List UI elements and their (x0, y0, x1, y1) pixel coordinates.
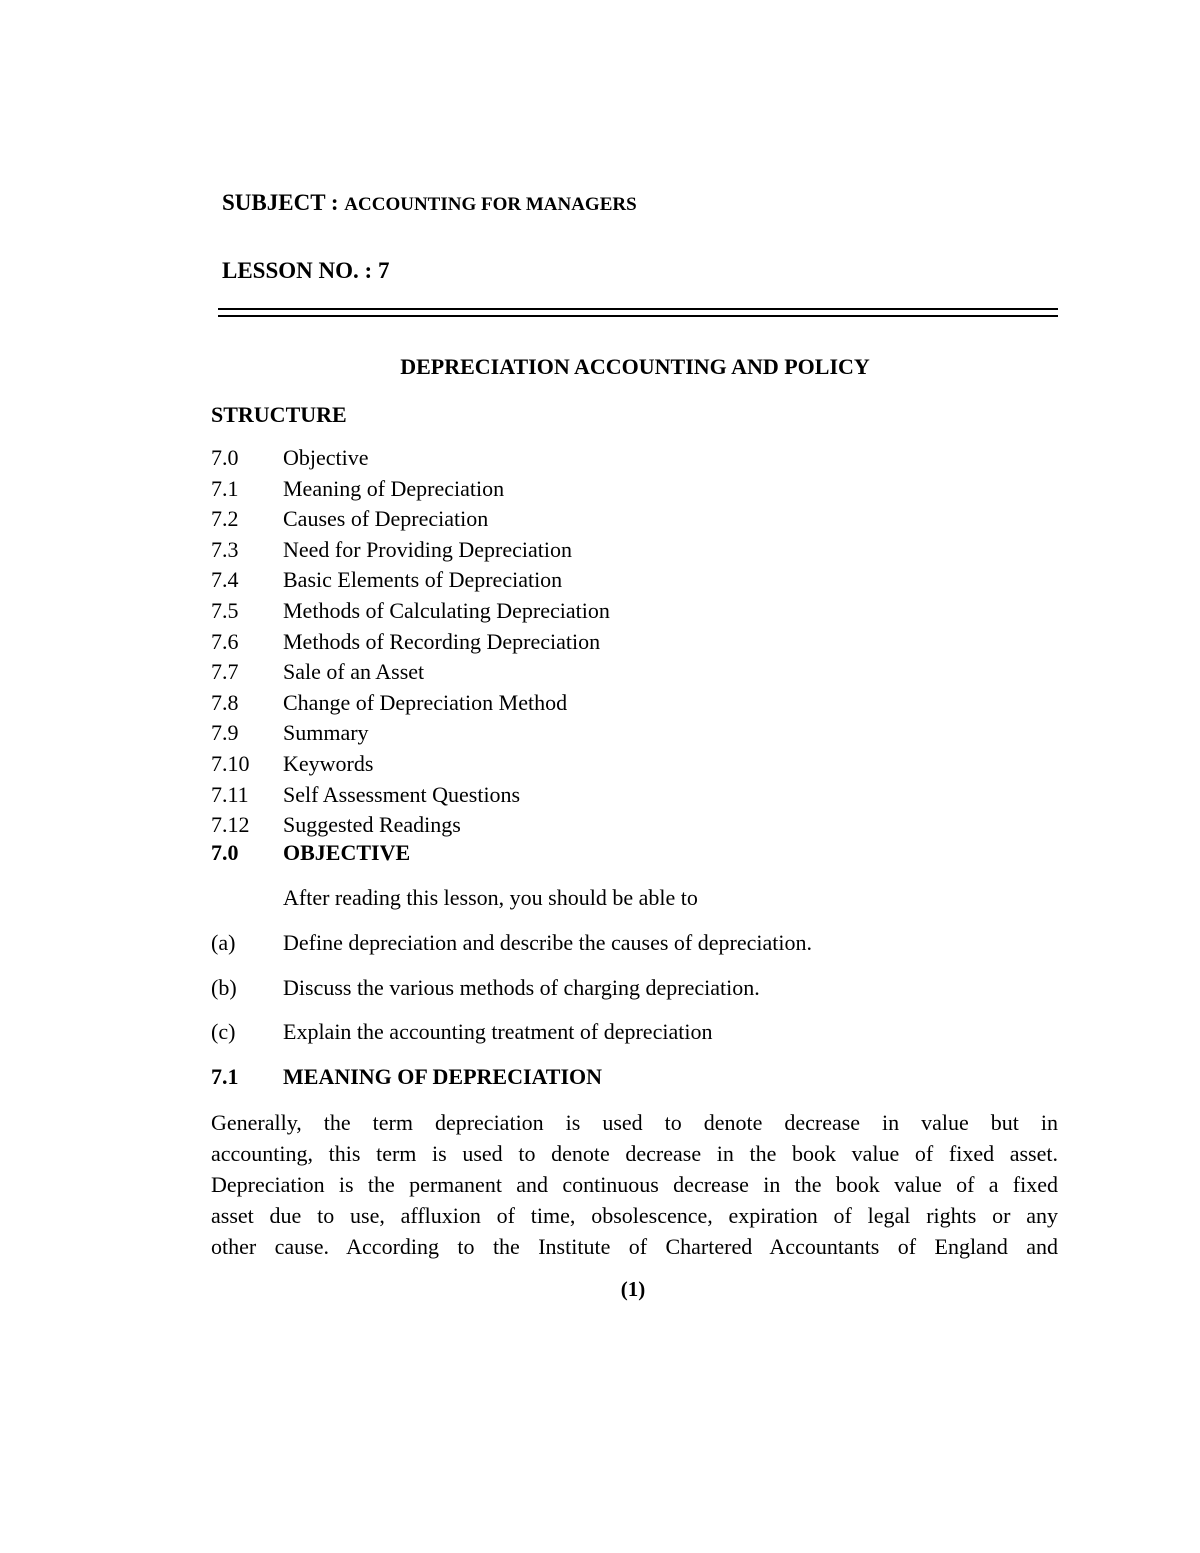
structure-item-label: Objective (283, 445, 369, 470)
objective-item-letter: (c) (211, 1019, 236, 1044)
structure-item-number: 7.5 (211, 597, 239, 623)
lesson-title: DEPRECIATION ACCOUNTING AND POLICY (400, 354, 870, 379)
structure-item-number: 7.2 (211, 506, 239, 532)
structure-item-number: 7.9 (211, 720, 239, 746)
structure-item-label: Causes of Depreciation (283, 506, 489, 532)
objective-intro: After reading this lesson, you should be able to (283, 885, 698, 910)
structure-item-label: Self Assessment Questions (283, 781, 521, 807)
objective-item-text: Discuss the various methods of charging depreciation. (283, 975, 760, 1000)
lesson-label: LESSON NO. : (222, 258, 373, 283)
structure-item-label: Meaning of Depreciation (283, 475, 505, 501)
objective-item (211, 1019, 712, 1045)
meaning-heading-number: 7.1 (211, 1064, 239, 1089)
structure-item-label: Methods of Calculating Depreciation (283, 597, 610, 623)
structure-item-label: Change of Depreciation Method (283, 689, 568, 715)
header-rule-top (218, 308, 1058, 310)
objective-item (211, 930, 812, 956)
objective-item-letter: (a) (211, 930, 236, 955)
structure-item-number: 7.7 (211, 659, 239, 685)
structure-item (211, 596, 610, 627)
paragraph-line: asset due to use, affluxion of time, obsolescence, expiration of legal rights or any (211, 1203, 1058, 1228)
objective-item (211, 975, 760, 1001)
meaning-heading-label: MEANING OF DEPRECIATION (283, 1064, 603, 1089)
header-rule-bottom (218, 315, 1058, 317)
structure-item (211, 627, 610, 658)
structure-item (211, 780, 610, 811)
paragraph-line: Depreciation is the permanent and continuous decrease in the book value of a fixed (211, 1172, 1058, 1197)
structure-list (211, 443, 610, 841)
structure-item-label: Keywords (283, 750, 374, 776)
structure-item-number: 7.0 (211, 445, 239, 470)
structure-item (211, 474, 610, 505)
structure-item-label: Basic Elements of Depreciation (283, 567, 563, 593)
structure-item (211, 443, 610, 474)
objective-item-text: Define depreciation and describe the causes of depreciation. (283, 930, 812, 955)
subject-line (222, 190, 637, 216)
lesson-number: 7 (377, 258, 390, 283)
structure-item-number: 7.11 (211, 781, 249, 807)
structure-item (211, 504, 610, 535)
structure-item (211, 535, 610, 566)
paragraph-line: other cause. According to the Institute of Chartered Accountants of England and (211, 1234, 1058, 1259)
objective-item-letter: (b) (211, 975, 237, 1000)
page-number: (1) (620, 1277, 646, 1301)
structure-item (211, 749, 610, 780)
objective-heading-label: OBJECTIVE (283, 840, 411, 865)
objective-heading-number: 7.0 (211, 840, 239, 865)
structure-item-number: 7.6 (211, 628, 239, 654)
structure-item-label: Methods of Recording Depreciation (283, 628, 601, 654)
objective-item-text: Explain the accounting treatment of depreciation (283, 1019, 713, 1044)
subject-label: SUBJECT : (222, 190, 339, 215)
structure-item-number: 7.1 (211, 475, 239, 501)
structure-item (211, 657, 610, 688)
structure-item-label: Summary (283, 720, 369, 746)
structure-item-number: 7.8 (211, 689, 239, 715)
structure-heading: STRUCTURE (211, 402, 347, 427)
structure-item (211, 810, 610, 841)
structure-item (211, 718, 610, 749)
lesson-line (222, 258, 389, 284)
meaning-paragraph (211, 1107, 1058, 1262)
paragraph-line: Generally, the term depreciation is used to denote decrease in value but in (211, 1110, 1058, 1135)
structure-item (211, 688, 610, 719)
structure-item-label: Sale of an Asset (283, 659, 425, 685)
structure-item-label: Need for Providing Depreciation (283, 536, 572, 562)
structure-item-number: 7.4 (211, 567, 239, 593)
structure-item-number: 7.10 (211, 750, 250, 776)
structure-item-number: 7.12 (211, 812, 250, 838)
structure-item-label: Suggested Readings (283, 812, 461, 838)
structure-item (211, 565, 610, 596)
meaning-heading (211, 1064, 602, 1090)
structure-item-number: 7.3 (211, 536, 239, 562)
paragraph-line: accounting, this term is used to denote decrease in the book value of fixed asset. (211, 1141, 1058, 1166)
objective-heading (211, 840, 410, 866)
subject-value: ACCOUNTING FOR MANAGERS (344, 194, 637, 215)
